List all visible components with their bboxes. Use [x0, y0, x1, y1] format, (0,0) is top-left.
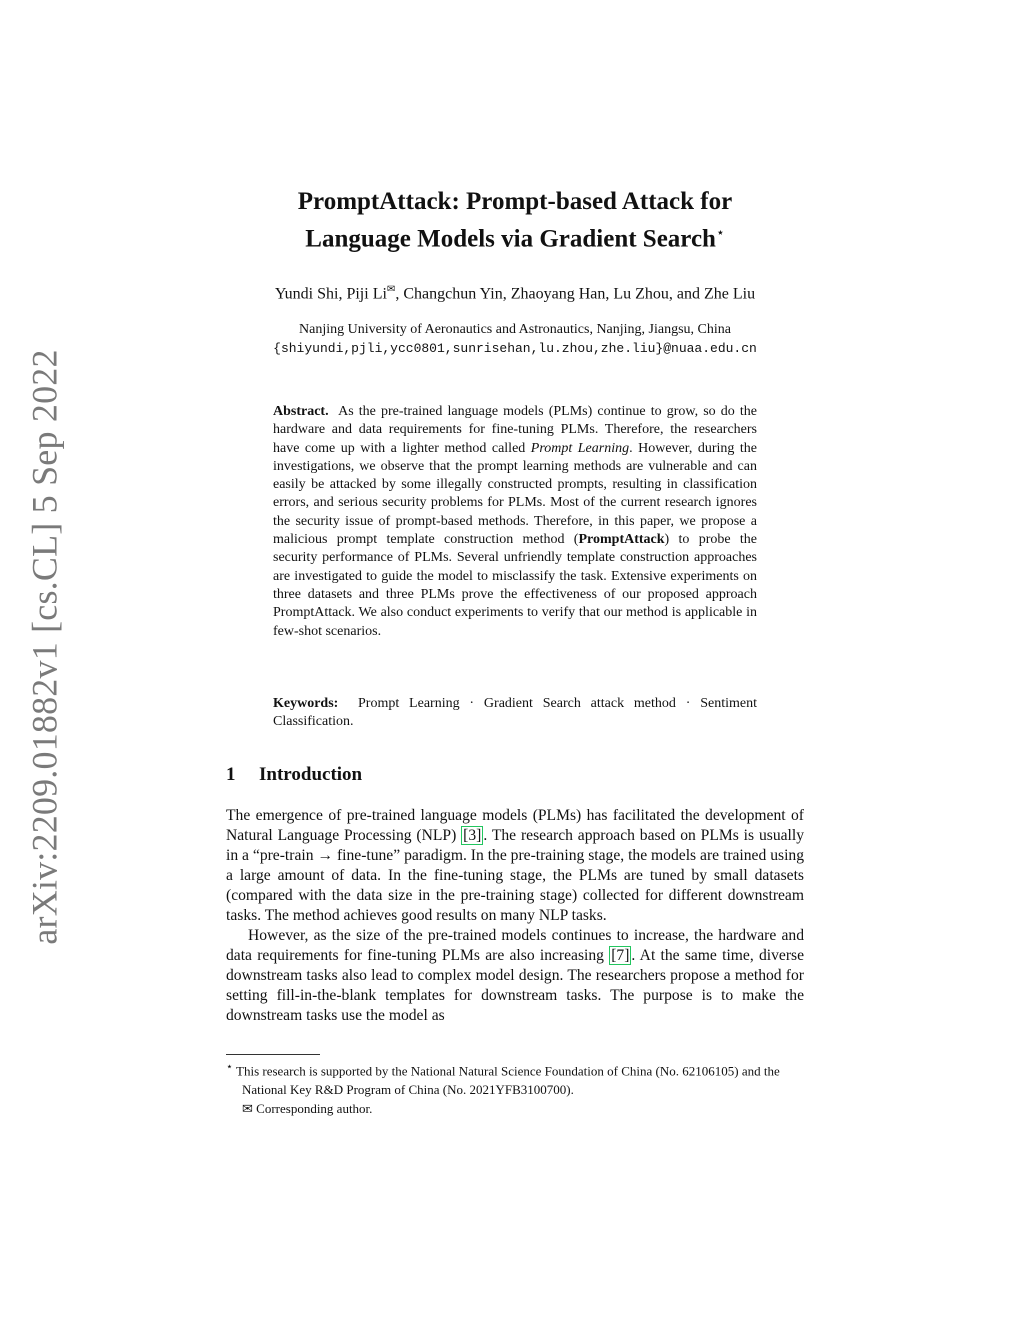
paragraph-2-text-b: . At the same time, diverse downstream tasks also lead to complex model design. The researchers propose a method for setting fill-in-the-blank templates for downstream tasks. The purpose is to make the downstream tasks use the model as [226, 947, 804, 1024]
footnote-corresponding-text: Corresponding author. [256, 1101, 373, 1117]
paragraph-2-text-a: However, as the size of the pre-trained models continues to increase, the hardware and data requirements for fine-tuning PLMs are also increasing [226, 927, 804, 964]
footnotes [226, 1058, 804, 1118]
affiliation-block [226, 320, 804, 358]
affiliation: Nanjing University of Aeronautics and Astronautics, Nanjing, Jiangsu, China [299, 322, 731, 337]
section-title: Introduction [259, 764, 363, 785]
paragraph-1-text-b: . The research approach based on PLMs is usually in a “pre-train → fine-tune” paradigm. In the pre-training stage, the models are trained using a large amount of data. In the fine-tuning stage, the PLMs are tuned by small datasets (compared with the data size in the pre-training stage) collected for different downstream tasks. The method achieves good results on many NLP tasks. [226, 827, 804, 924]
abstract-method-name: PromptAttack [578, 532, 665, 548]
paragraph-1 [226, 806, 804, 926]
corresponding-author-envelope-icon: ✉ [386, 284, 396, 295]
footnote-star-mark: ⋆ [226, 1061, 233, 1073]
title-line-2-text: Language Models via Gradient Search [305, 225, 716, 253]
citation-link[interactable]: [3] [463, 827, 482, 844]
title-line-2 [226, 218, 804, 255]
abstract-text-2: . However, during the investigations, we observe that the prompt learning methods are vulnerable and can easily be attacked by some illegally constructed prompts, resulting in classification errors, and serious security problems for PLMs. Most of the current research ignores the security issue of prompt-based methods. Therefore, in this paper, we propose a malicious prompt template construction method ( [273, 440, 758, 548]
arxiv-identifier-text: arXiv:2209.01882v1 [cs.CL] 5 Sep 2022 [25, 349, 65, 945]
section-heading [226, 764, 362, 786]
footnote-funding [226, 1058, 804, 1099]
keywords [273, 695, 757, 732]
envelope-icon: ✉ [242, 1101, 253, 1117]
footnote-corresponding [226, 1099, 804, 1118]
section-number: 1 [226, 764, 236, 785]
authors-first: Yundi Shi, Piji Li [274, 285, 387, 303]
abstract [273, 403, 757, 641]
keywords-label: Keywords: [273, 696, 339, 711]
citation-link[interactable]: [7] [611, 947, 630, 964]
title-footnote-mark: ⋆ [715, 226, 725, 241]
abstract-text-3: ) to probe the security performance of PLMs. Several unfriendly template construction approaches are investigated to guide the model to misclassify the task. Extensive experiments on three datasets and three PLMs prove the effectiveness of our proposed approach PromptAttack. We also conduct experiments to verify that our method is applicable in few-shot scenarios. [273, 532, 757, 639]
authors-rest: , Changchun Yin, Zhaoyang Han, Lu Zhou, and Zhe Liu [395, 285, 756, 303]
author-list [226, 284, 804, 303]
abstract-label: Abstract. [273, 404, 329, 419]
paper-title [226, 186, 804, 255]
paragraph-2 [226, 926, 804, 1026]
email-addresses: {shiyundi,pjli,ycc0801,sunrisehan,lu.zhou,zhe.liu}@nuaa.edu.cn [273, 341, 757, 356]
title-line-1: PromptAttack: Prompt-based Attack for [297, 188, 733, 215]
keywords-text: Prompt Learning · Gradient Search attack method · Sentiment Classification. [273, 696, 758, 730]
arxiv-identifier [18, 349, 72, 945]
introduction-body [226, 806, 804, 1026]
abstract-text-1: As the pre-trained language models (PLMs) continue to grow, so do the hardware and data requirements for fine-tuning PLMs. Therefore, the researchers have come up with a lighter method called [273, 404, 757, 456]
abstract-term: Prompt Learning [530, 440, 630, 456]
footnote-divider [226, 1054, 320, 1055]
footnote-funding-text: This research is supported by the National Natural Science Foundation of China (No. 62106105) and the National Key R&D Program of China (No. 2021YFB3100700). [236, 1063, 780, 1098]
paragraph-1-text-a: The emergence of pre-trained language models (PLMs) has facilitated the development of Natural Language Processing (NLP) [226, 807, 804, 844]
